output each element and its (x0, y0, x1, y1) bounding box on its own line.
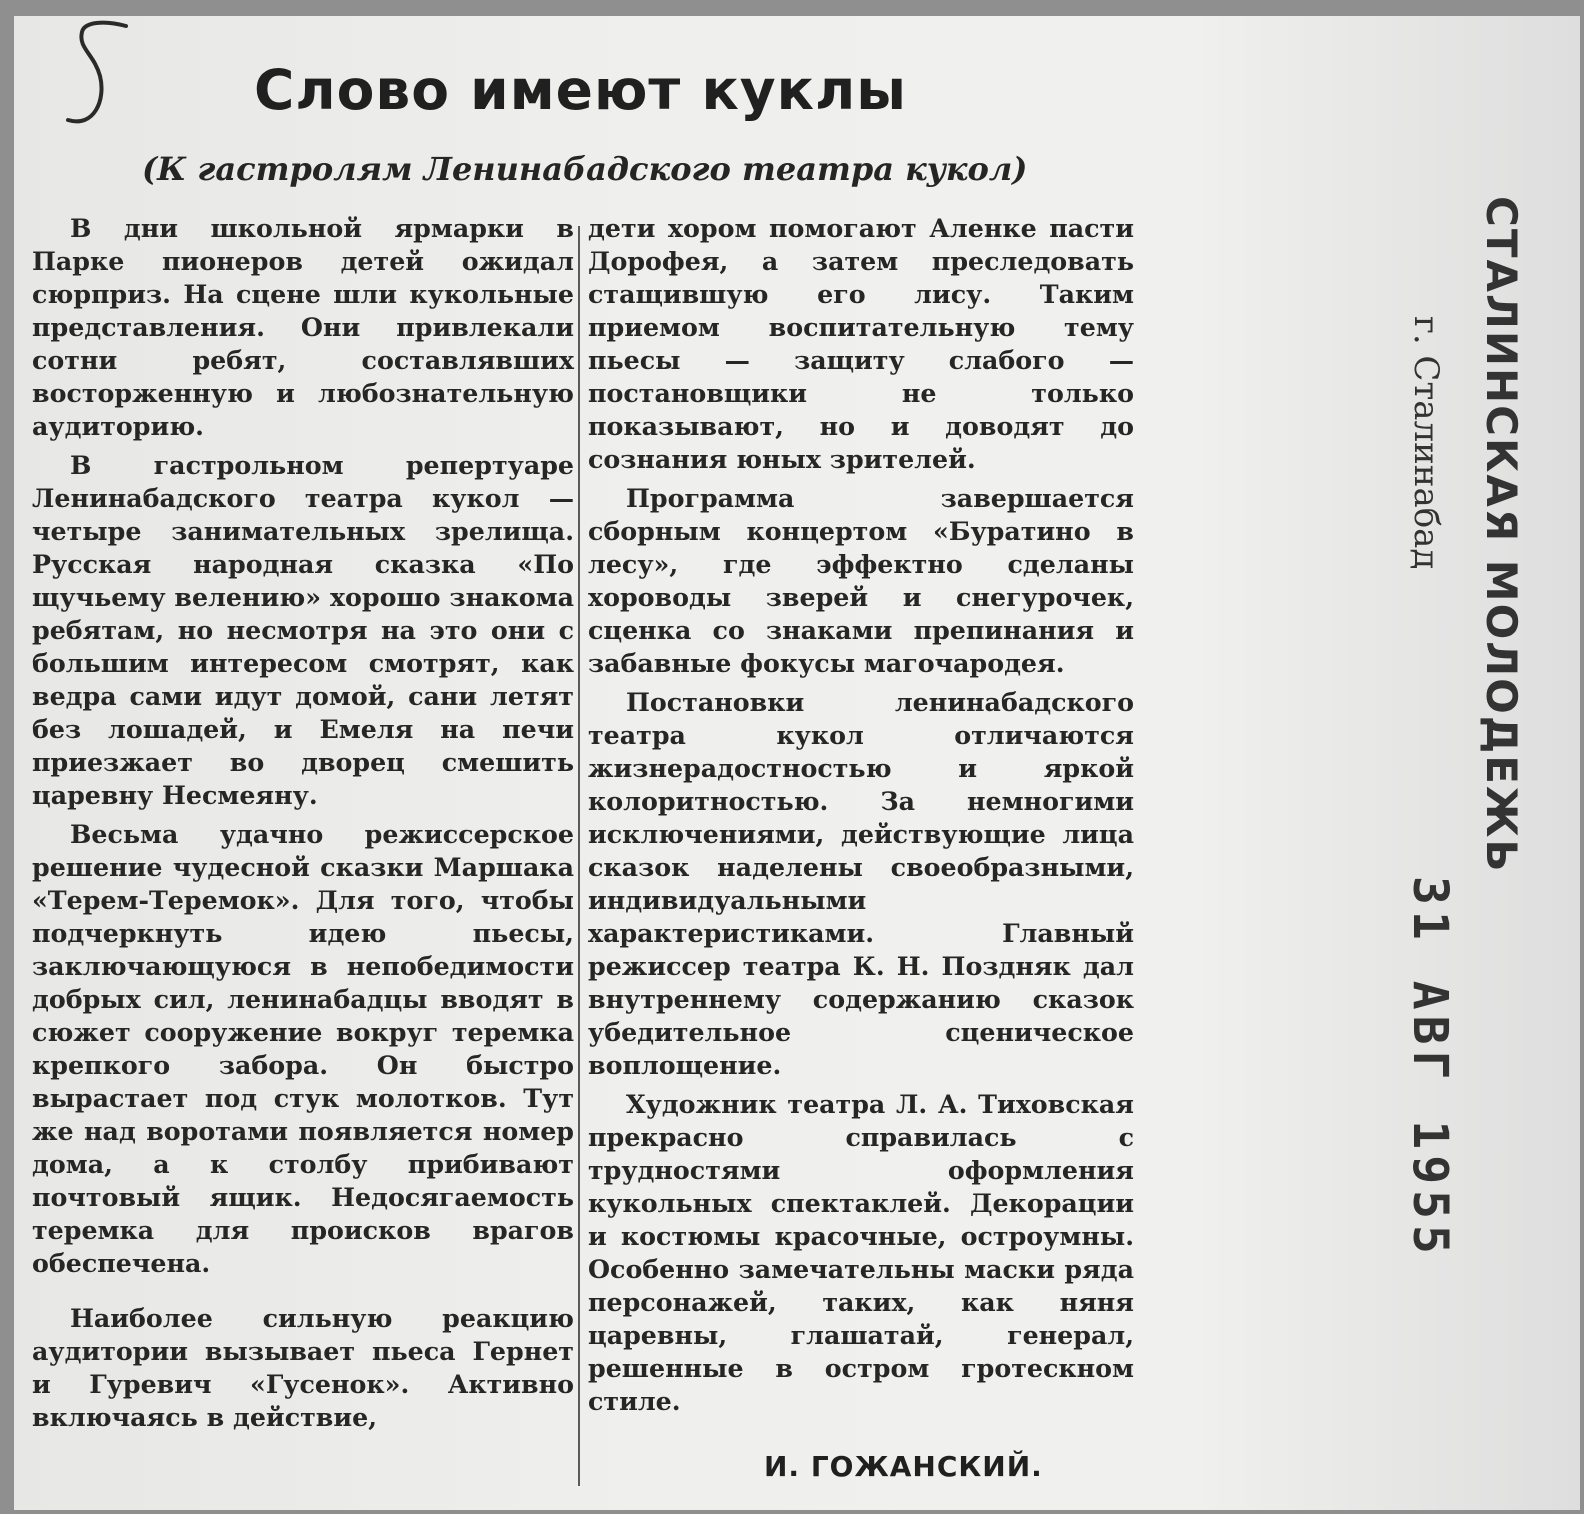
stamp-date: 31 АВГ 1955 (1402, 876, 1458, 1260)
article-title: Слово имеют куклы (254, 58, 907, 122)
paragraph: Программа завершается сборным концертом «Буратино в лесу», где эффектно сделаны хороводы зверей и снегурочек, сценка со знаками препинания и забавные фокусы магочародея. (588, 483, 1134, 678)
stamp-city: г. Сталинабад (1406, 316, 1446, 570)
column-divider (578, 226, 580, 1486)
handwritten-mark (54, 18, 134, 148)
article-author: И. ГОЖАНСКИЙ. (764, 1450, 1043, 1483)
stamp-newspaper-name: СТАЛИНСКАЯ МОЛОДЕЖЬ (1477, 196, 1526, 874)
article-column-right (588, 212, 1134, 1418)
paragraph: Постановки ленинабадского театра кукол отличаются жизнерадостностью и яркой колоритностью. За немногими исключениями, действующие лица сказок наделены своеобразными, индивидуальными характеристиками. Главный режиссер театра К. Н. Поздняк дал внутреннему содержанию сказок убедительное сценическое воплощение. (588, 687, 1134, 1080)
paragraph: Весьма удачно режиссерское решение чудесной сказки Маршака «Терем-Теремок». Для того, чтобы подчеркнуть идею пьесы, заключающуюся в непобедимости добрых сил, ленинабадцы вводят в сюжет сооружение вокруг теремка крепкого забора. Он быстро вырастает под стук молотков. Тут же над воротами появляется номер дома, а к столбу прибивают почтовый ящик. Недосягаемость теремка для происков врагов обеспечена. (32, 819, 574, 1278)
article-subtitle: (К гастролям Ленинабадского театра кукол) (142, 150, 1028, 188)
paragraph: В дни школьной ярмарки в Парке пионеров детей ожидал сюрприз. На сцене шли кукольные представления. Они привлекали сотни ребят, составлявших восторженную и любознательную аудиторию. (32, 213, 574, 441)
paragraph: В гастрольном репертуаре Ленинабадского театра кукол — четыре занимательных зрелища. Русская народная сказка «По щучьему велению» хорошо знакома ребятам, но несмотря на это они с большим интересом смотрят, как ведра сами идут домой, сани летят без лошадей, и Емеля на печи приезжает во дворец смешить царевну Несмеяну. (32, 450, 574, 810)
paragraph: Наиболее сильную реакцию аудитории вызывает пьеса Гернет и Гуревич «Гусенок». Активно включаясь в действие, (32, 1303, 574, 1432)
article-column-left (32, 212, 574, 1434)
newspaper-clipping (14, 16, 1580, 1510)
paragraph: дети хором помогают Аленке пасти Дорофея, а затем преследовать стащившую его лису. Таким приемом воспитательную тему пьесы — защиту слабого — постановщики не только показывают, но и доводят до сознания юных зрителей. (588, 213, 1134, 474)
paragraph: Художник театра Л. А. Тиховская прекрасно справилась с трудностями оформления кукольных спектаклей. Декорации и костюмы красочные, остроумны. Особенно замечательны маски ряда персонажей, таких, как няня царевны, глашатай, генерал, решенные в остром гротескном стиле. (588, 1089, 1134, 1416)
